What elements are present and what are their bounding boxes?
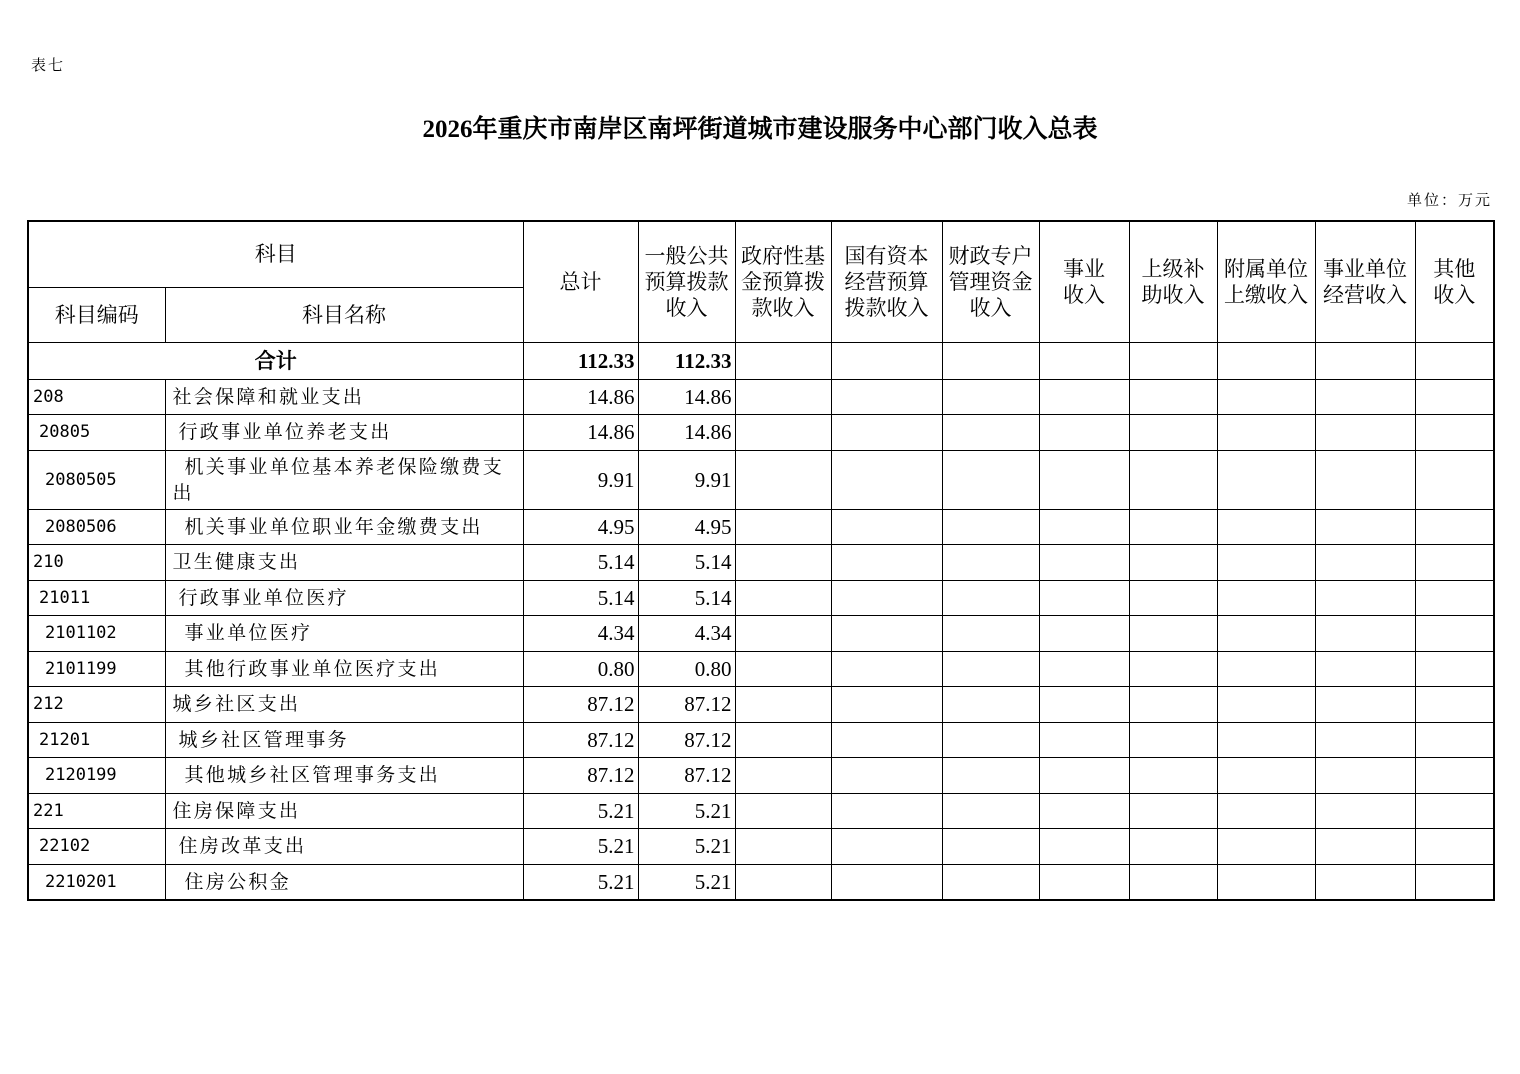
fiscal-special-account-cell <box>942 651 1039 687</box>
subject-code-cell: 208 <box>28 379 165 415</box>
superior-subsidy-cell <box>1129 758 1217 794</box>
column-header-affiliated-unit-label: 附属单位上缴收入 <box>1224 256 1308 307</box>
government-fund-cell <box>735 342 831 379</box>
affiliated-unit-cell <box>1217 342 1315 379</box>
affiliated-unit-cell <box>1217 758 1315 794</box>
state-capital-cell <box>831 793 942 829</box>
subject-code-cell: 2101199 <box>28 651 165 687</box>
superior-subsidy-cell <box>1129 687 1217 723</box>
business-income-cell <box>1039 545 1129 581</box>
subject-name-cell: 住房公积金 <box>165 864 523 900</box>
state-capital-cell <box>831 687 942 723</box>
table-row <box>28 864 1494 900</box>
column-header-fiscal-special-account-label: 财政专户管理资金收入 <box>948 243 1033 320</box>
subject-name-cell: 机关事业单位基本养老保险缴费支出 <box>165 450 523 509</box>
page-title: 2026年重庆市南岸区南坪街道城市建设服务中心部门收入总表 <box>422 116 1098 143</box>
table-header <box>28 221 1494 342</box>
column-header-state-capital <box>831 221 942 342</box>
business-operating-cell <box>1315 616 1415 652</box>
other-income-cell <box>1415 616 1494 652</box>
column-header-total <box>523 221 638 342</box>
general-budget-cell: 0.80 <box>638 651 735 687</box>
subject-name-header: 科目名称 <box>165 287 523 342</box>
table-row <box>28 687 1494 723</box>
affiliated-unit-cell <box>1217 722 1315 758</box>
subject-name-cell: 行政事业单位养老支出 <box>165 415 523 451</box>
subject-name-cell: 住房保障支出 <box>165 793 523 829</box>
fiscal-special-account-cell <box>942 616 1039 652</box>
other-income-cell <box>1415 687 1494 723</box>
government-fund-cell <box>735 616 831 652</box>
superior-subsidy-cell <box>1129 864 1217 900</box>
affiliated-unit-cell <box>1217 829 1315 865</box>
other-income-cell <box>1415 545 1494 581</box>
business-operating-cell <box>1315 793 1415 829</box>
header-row-1 <box>28 221 1494 287</box>
business-income-cell <box>1039 580 1129 616</box>
general-budget-cell: 4.95 <box>638 509 735 545</box>
fiscal-special-account-cell <box>942 793 1039 829</box>
fiscal-special-account-cell <box>942 450 1039 509</box>
table-row <box>28 722 1494 758</box>
state-capital-cell <box>831 415 942 451</box>
column-header-business-operating <box>1315 221 1415 342</box>
superior-subsidy-cell <box>1129 829 1217 865</box>
other-income-cell <box>1415 793 1494 829</box>
other-income-cell <box>1415 342 1494 379</box>
fiscal-special-account-cell <box>942 545 1039 581</box>
general-budget-cell: 5.14 <box>638 545 735 581</box>
column-header-fiscal-special-account <box>942 221 1039 342</box>
business-operating-cell <box>1315 651 1415 687</box>
column-header-business-operating-label: 事业单位经营收入 <box>1323 256 1407 307</box>
other-income-cell <box>1415 722 1494 758</box>
superior-subsidy-cell <box>1129 616 1217 652</box>
business-income-cell <box>1039 379 1129 415</box>
general-budget-cell: 5.14 <box>638 580 735 616</box>
general-budget-cell: 9.91 <box>638 450 735 509</box>
table-row <box>28 509 1494 545</box>
government-fund-cell <box>735 509 831 545</box>
other-income-cell <box>1415 450 1494 509</box>
subject-code-cell: 2120199 <box>28 758 165 794</box>
subject-name-cell: 城乡社区支出 <box>165 687 523 723</box>
total-cell: 87.12 <box>523 722 638 758</box>
government-fund-cell <box>735 545 831 581</box>
subject-code-cell: 2080505 <box>28 450 165 509</box>
business-operating-cell <box>1315 687 1415 723</box>
table-row <box>28 651 1494 687</box>
general-budget-cell: 5.21 <box>638 793 735 829</box>
business-operating-cell <box>1315 545 1415 581</box>
column-header-total-label: 总计 <box>559 269 602 294</box>
fiscal-special-account-cell <box>942 687 1039 723</box>
subject-code-cell: 2210201 <box>28 864 165 900</box>
table-row <box>28 793 1494 829</box>
general-budget-cell: 5.21 <box>638 864 735 900</box>
column-header-other-income-label: 其他收入 <box>1433 256 1476 307</box>
other-income-cell <box>1415 379 1494 415</box>
government-fund-cell <box>735 793 831 829</box>
column-header-state-capital-label: 国有资本经营预算拨款收入 <box>844 243 929 320</box>
superior-subsidy-cell <box>1129 415 1217 451</box>
column-header-business-income <box>1039 221 1129 342</box>
general-budget-cell: 5.21 <box>638 829 735 865</box>
other-income-cell <box>1415 415 1494 451</box>
income-summary-table <box>27 220 1495 901</box>
fiscal-special-account-cell <box>942 415 1039 451</box>
superior-subsidy-cell <box>1129 793 1217 829</box>
affiliated-unit-cell <box>1217 616 1315 652</box>
affiliated-unit-cell <box>1217 580 1315 616</box>
general-budget-cell: 4.34 <box>638 616 735 652</box>
state-capital-cell <box>831 450 942 509</box>
business-income-cell <box>1039 758 1129 794</box>
subject-name-cell: 卫生健康支出 <box>165 545 523 581</box>
other-income-cell <box>1415 758 1494 794</box>
government-fund-cell <box>735 580 831 616</box>
business-operating-cell <box>1315 758 1415 794</box>
business-operating-cell <box>1315 415 1415 451</box>
table-row <box>28 545 1494 581</box>
business-income-cell <box>1039 687 1129 723</box>
business-income-cell <box>1039 864 1129 900</box>
fiscal-special-account-cell <box>942 722 1039 758</box>
total-cell: 14.86 <box>523 379 638 415</box>
unit-label: 单位：万元 <box>1406 191 1492 209</box>
fiscal-special-account-cell <box>942 829 1039 865</box>
business-operating-cell <box>1315 829 1415 865</box>
total-cell: 5.14 <box>523 580 638 616</box>
government-fund-cell <box>735 829 831 865</box>
total-row <box>28 342 1494 379</box>
business-income-cell <box>1039 616 1129 652</box>
subject-code-header: 科目编码 <box>28 287 165 342</box>
total-cell: 112.33 <box>523 342 638 379</box>
total-label: 合计 <box>28 342 523 379</box>
column-header-affiliated-unit <box>1217 221 1315 342</box>
other-income-cell <box>1415 580 1494 616</box>
superior-subsidy-cell <box>1129 379 1217 415</box>
other-income-cell <box>1415 651 1494 687</box>
general-budget-cell: 87.12 <box>638 758 735 794</box>
affiliated-unit-cell <box>1217 545 1315 581</box>
table-row <box>28 379 1494 415</box>
business-income-cell <box>1039 722 1129 758</box>
business-operating-cell <box>1315 379 1415 415</box>
table-row <box>28 758 1494 794</box>
column-header-superior-subsidy-label: 上级补助收入 <box>1141 256 1205 307</box>
superior-subsidy-cell <box>1129 722 1217 758</box>
affiliated-unit-cell <box>1217 415 1315 451</box>
subject-code-cell: 221 <box>28 793 165 829</box>
government-fund-cell <box>735 722 831 758</box>
total-cell: 14.86 <box>523 415 638 451</box>
fiscal-special-account-cell <box>942 509 1039 545</box>
superior-subsidy-cell <box>1129 580 1217 616</box>
fiscal-special-account-cell <box>942 379 1039 415</box>
government-fund-cell <box>735 379 831 415</box>
total-cell: 4.95 <box>523 509 638 545</box>
business-income-cell <box>1039 829 1129 865</box>
table-body <box>28 342 1494 900</box>
subject-name-cell: 其他城乡社区管理事务支出 <box>165 758 523 794</box>
state-capital-cell <box>831 651 942 687</box>
affiliated-unit-cell <box>1217 509 1315 545</box>
business-income-cell <box>1039 342 1129 379</box>
column-header-other-income <box>1415 221 1494 342</box>
subject-name-cell: 城乡社区管理事务 <box>165 722 523 758</box>
state-capital-cell <box>831 616 942 652</box>
subject-name-cell: 行政事业单位医疗 <box>165 580 523 616</box>
total-cell: 0.80 <box>523 651 638 687</box>
government-fund-cell <box>735 758 831 794</box>
total-cell: 87.12 <box>523 687 638 723</box>
subject-name-cell: 住房改革支出 <box>165 829 523 865</box>
state-capital-cell <box>831 864 942 900</box>
subject-code-cell: 22102 <box>28 829 165 865</box>
column-header-business-income-label: 事业收入 <box>1063 256 1105 307</box>
general-budget-cell: 14.86 <box>638 415 735 451</box>
affiliated-unit-cell <box>1217 864 1315 900</box>
state-capital-cell <box>831 545 942 581</box>
subject-code-cell: 20805 <box>28 415 165 451</box>
government-fund-cell <box>735 864 831 900</box>
table-row <box>28 829 1494 865</box>
general-budget-cell: 87.12 <box>638 722 735 758</box>
fiscal-special-account-cell <box>942 864 1039 900</box>
total-cell: 5.14 <box>523 545 638 581</box>
superior-subsidy-cell <box>1129 450 1217 509</box>
state-capital-cell <box>831 758 942 794</box>
column-header-general-budget <box>638 221 735 342</box>
subject-group-header: 科目 <box>28 221 523 287</box>
total-cell: 9.91 <box>523 450 638 509</box>
general-budget-cell: 112.33 <box>638 342 735 379</box>
superior-subsidy-cell <box>1129 545 1217 581</box>
fiscal-special-account-cell <box>942 580 1039 616</box>
other-income-cell <box>1415 509 1494 545</box>
superior-subsidy-cell <box>1129 509 1217 545</box>
column-header-general-budget-label: 一般公共预算拨款收入 <box>644 243 729 320</box>
government-fund-cell <box>735 415 831 451</box>
state-capital-cell <box>831 722 942 758</box>
state-capital-cell <box>831 580 942 616</box>
total-cell: 5.21 <box>523 793 638 829</box>
subject-code-cell: 210 <box>28 545 165 581</box>
column-header-government-fund-label: 政府性基金预算拨款收入 <box>741 243 825 320</box>
superior-subsidy-cell <box>1129 651 1217 687</box>
subject-code-cell: 21201 <box>28 722 165 758</box>
other-income-cell <box>1415 829 1494 865</box>
subject-code-cell: 2101102 <box>28 616 165 652</box>
affiliated-unit-cell <box>1217 450 1315 509</box>
table-number-label: 表七 <box>31 56 66 74</box>
affiliated-unit-cell <box>1217 651 1315 687</box>
table-row <box>28 415 1494 451</box>
state-capital-cell <box>831 509 942 545</box>
subject-code-cell: 21011 <box>28 580 165 616</box>
affiliated-unit-cell <box>1217 379 1315 415</box>
other-income-cell <box>1415 864 1494 900</box>
business-operating-cell <box>1315 722 1415 758</box>
subject-name-cell: 事业单位医疗 <box>165 616 523 652</box>
affiliated-unit-cell <box>1217 793 1315 829</box>
total-cell: 5.21 <box>523 829 638 865</box>
business-income-cell <box>1039 651 1129 687</box>
table-row <box>28 616 1494 652</box>
table-row <box>28 580 1494 616</box>
column-header-government-fund <box>735 221 831 342</box>
affiliated-unit-cell <box>1217 687 1315 723</box>
superior-subsidy-cell <box>1129 342 1217 379</box>
business-income-cell <box>1039 450 1129 509</box>
business-operating-cell <box>1315 580 1415 616</box>
fiscal-special-account-cell <box>942 342 1039 379</box>
business-operating-cell <box>1315 342 1415 379</box>
business-income-cell <box>1039 415 1129 451</box>
government-fund-cell <box>735 651 831 687</box>
business-operating-cell <box>1315 450 1415 509</box>
table-row <box>28 450 1494 509</box>
state-capital-cell <box>831 829 942 865</box>
business-operating-cell <box>1315 864 1415 900</box>
general-budget-cell: 87.12 <box>638 687 735 723</box>
total-cell: 87.12 <box>523 758 638 794</box>
business-income-cell <box>1039 509 1129 545</box>
government-fund-cell <box>735 450 831 509</box>
subject-name-cell: 其他行政事业单位医疗支出 <box>165 651 523 687</box>
total-cell: 5.21 <box>523 864 638 900</box>
state-capital-cell <box>831 342 942 379</box>
total-cell: 4.34 <box>523 616 638 652</box>
subject-name-cell: 机关事业单位职业年金缴费支出 <box>165 509 523 545</box>
subject-name-cell: 社会保障和就业支出 <box>165 379 523 415</box>
business-operating-cell <box>1315 509 1415 545</box>
subject-code-cell: 212 <box>28 687 165 723</box>
subject-code-cell: 2080506 <box>28 509 165 545</box>
state-capital-cell <box>831 379 942 415</box>
column-header-superior-subsidy <box>1129 221 1217 342</box>
government-fund-cell <box>735 687 831 723</box>
fiscal-special-account-cell <box>942 758 1039 794</box>
general-budget-cell: 14.86 <box>638 379 735 415</box>
business-income-cell <box>1039 793 1129 829</box>
